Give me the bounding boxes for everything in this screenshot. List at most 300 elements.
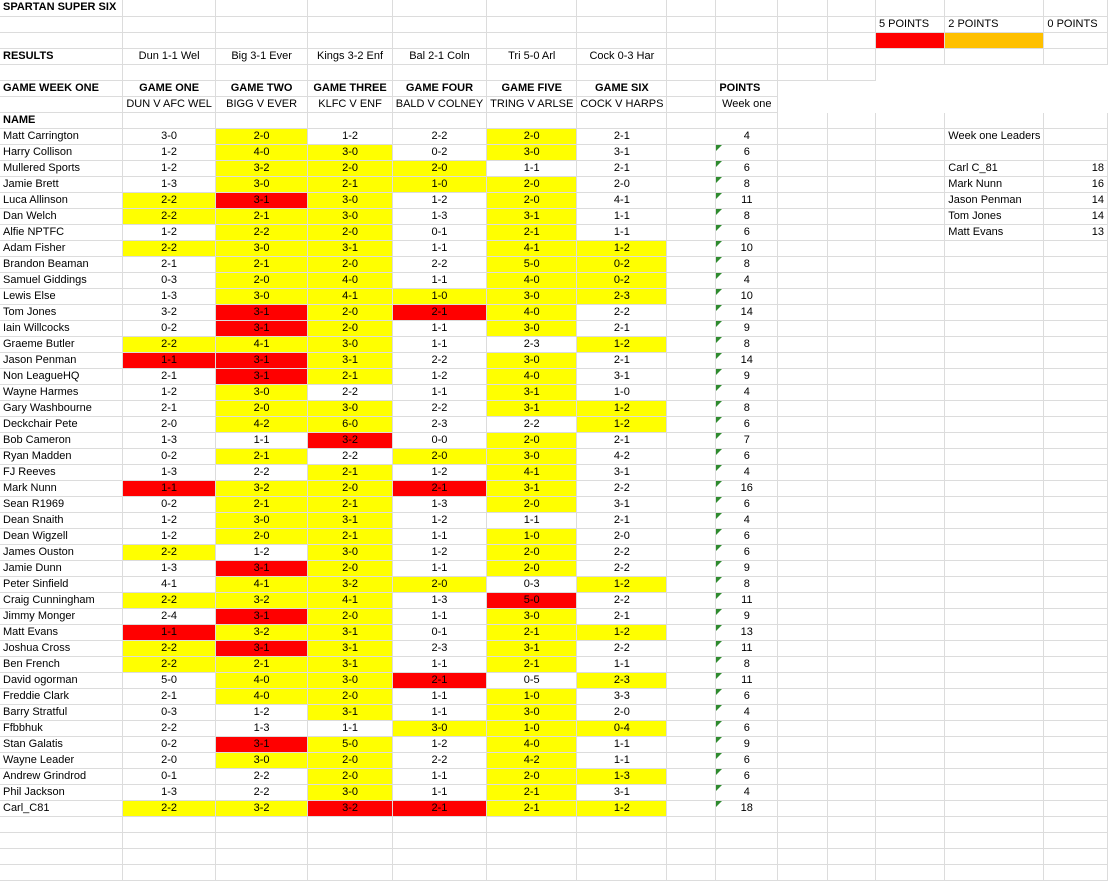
prediction-cell[interactable]: 2-2 (577, 640, 667, 656)
cell[interactable] (0, 32, 123, 48)
cell[interactable] (875, 576, 944, 592)
result-cell[interactable]: Big 3-1 Ever (215, 48, 307, 64)
cell[interactable] (875, 368, 944, 384)
prediction-cell[interactable]: 4-0 (215, 688, 307, 704)
cell[interactable] (875, 448, 944, 464)
cell[interactable] (0, 16, 123, 32)
cell[interactable] (778, 144, 828, 160)
cell[interactable] (875, 208, 944, 224)
prediction-cell[interactable]: 1-2 (392, 512, 486, 528)
cell[interactable] (827, 80, 875, 96)
cell[interactable] (667, 592, 716, 608)
cell[interactable] (667, 672, 716, 688)
cell[interactable] (1044, 352, 1108, 368)
cell[interactable] (827, 608, 875, 624)
cell[interactable] (1044, 320, 1108, 336)
prediction-cell[interactable]: 1-1 (577, 656, 667, 672)
cell[interactable] (667, 288, 716, 304)
prediction-cell[interactable]: 3-1 (308, 512, 392, 528)
prediction-cell[interactable]: 2-1 (392, 480, 486, 496)
cell[interactable] (827, 464, 875, 480)
legend-5-points-swatch[interactable] (875, 32, 944, 48)
cell[interactable] (1044, 272, 1108, 288)
prediction-cell[interactable]: 0-3 (123, 704, 216, 720)
cell[interactable] (667, 704, 716, 720)
cell[interactable] (827, 160, 875, 176)
prediction-cell[interactable]: 3-0 (215, 384, 307, 400)
prediction-cell[interactable]: 2-1 (123, 256, 216, 272)
player-points[interactable]: 8 (716, 208, 778, 224)
cell[interactable] (667, 784, 716, 800)
cell[interactable] (778, 752, 828, 768)
cell[interactable] (945, 592, 1044, 608)
cell[interactable] (667, 464, 716, 480)
cell[interactable] (487, 0, 577, 16)
cell[interactable] (778, 576, 828, 592)
cell[interactable] (945, 64, 1044, 80)
cell[interactable] (945, 432, 1044, 448)
cell[interactable] (945, 112, 1044, 128)
cell[interactable] (392, 816, 486, 832)
cell[interactable] (0, 64, 123, 80)
prediction-cell[interactable]: 1-2 (392, 192, 486, 208)
cell[interactable] (487, 816, 577, 832)
prediction-cell[interactable]: 2-3 (392, 640, 486, 656)
cell[interactable] (123, 64, 216, 80)
cell[interactable] (667, 640, 716, 656)
cell[interactable] (778, 304, 828, 320)
cell[interactable] (827, 576, 875, 592)
cell[interactable] (1044, 624, 1108, 640)
cell[interactable] (215, 64, 307, 80)
cell[interactable] (945, 576, 1044, 592)
prediction-cell[interactable]: 1-2 (215, 544, 307, 560)
cell[interactable] (487, 832, 577, 848)
player-name[interactable]: David ogorman (0, 672, 123, 688)
cell[interactable] (1044, 512, 1108, 528)
prediction-cell[interactable]: 0-1 (123, 768, 216, 784)
cell[interactable] (667, 432, 716, 448)
player-name[interactable]: Jimmy Monger (0, 608, 123, 624)
prediction-cell[interactable]: 2-0 (308, 304, 392, 320)
cell[interactable] (827, 736, 875, 752)
cell[interactable] (778, 784, 828, 800)
cell[interactable] (778, 544, 828, 560)
prediction-cell[interactable]: 4-0 (215, 672, 307, 688)
prediction-cell[interactable]: 3-1 (577, 496, 667, 512)
cell[interactable] (875, 848, 944, 864)
cell[interactable] (123, 832, 216, 848)
prediction-cell[interactable]: 1-0 (392, 176, 486, 192)
prediction-cell[interactable]: 2-2 (308, 384, 392, 400)
prediction-cell[interactable]: 3-0 (487, 144, 577, 160)
cell[interactable] (1044, 672, 1108, 688)
prediction-cell[interactable]: 2-4 (123, 608, 216, 624)
cell[interactable] (778, 480, 828, 496)
cell[interactable] (945, 352, 1044, 368)
prediction-cell[interactable]: 2-3 (392, 416, 486, 432)
prediction-cell[interactable]: 3-1 (487, 640, 577, 656)
prediction-cell[interactable]: 3-1 (308, 624, 392, 640)
cell[interactable] (945, 720, 1044, 736)
points-header[interactable]: POINTS (716, 80, 778, 96)
cell[interactable] (778, 112, 828, 128)
cell[interactable] (945, 448, 1044, 464)
prediction-cell[interactable]: 3-1 (577, 144, 667, 160)
player-points[interactable]: 8 (716, 576, 778, 592)
name-header[interactable]: NAME (0, 112, 123, 128)
cell[interactable] (667, 576, 716, 592)
prediction-cell[interactable]: 1-1 (123, 352, 216, 368)
cell[interactable] (1044, 464, 1108, 480)
leader-points[interactable]: 18 (1044, 160, 1108, 176)
prediction-cell[interactable]: 4-1 (123, 576, 216, 592)
cell[interactable] (778, 272, 828, 288)
cell[interactable] (827, 688, 875, 704)
player-name[interactable]: Jamie Brett (0, 176, 123, 192)
cell[interactable] (945, 800, 1044, 816)
prediction-cell[interactable]: 4-0 (215, 144, 307, 160)
player-name[interactable]: Mark Nunn (0, 480, 123, 496)
prediction-cell[interactable]: 3-0 (215, 240, 307, 256)
cell[interactable] (827, 16, 875, 32)
prediction-cell[interactable]: 3-0 (308, 544, 392, 560)
cell[interactable] (875, 384, 944, 400)
cell[interactable] (1044, 736, 1108, 752)
prediction-cell[interactable]: 2-1 (123, 368, 216, 384)
prediction-cell[interactable]: 2-2 (123, 720, 216, 736)
fixture-label[interactable]: BIGG V EVER (215, 96, 307, 112)
prediction-cell[interactable]: 0-1 (392, 624, 486, 640)
player-points[interactable]: 6 (716, 160, 778, 176)
player-name[interactable]: Carl_C81 (0, 800, 123, 816)
cell[interactable] (1044, 80, 1108, 96)
cell[interactable] (875, 64, 944, 80)
prediction-cell[interactable]: 2-2 (215, 464, 307, 480)
prediction-cell[interactable]: 0-2 (123, 736, 216, 752)
cell[interactable] (827, 800, 875, 816)
prediction-cell[interactable]: 2-2 (392, 256, 486, 272)
player-points[interactable]: 8 (716, 400, 778, 416)
cell[interactable] (392, 864, 486, 880)
cell[interactable] (875, 752, 944, 768)
cell[interactable] (667, 832, 716, 848)
cell[interactable] (875, 720, 944, 736)
cell[interactable] (875, 160, 944, 176)
prediction-cell[interactable]: 1-1 (392, 704, 486, 720)
prediction-cell[interactable]: 2-1 (308, 528, 392, 544)
cell[interactable] (1044, 416, 1108, 432)
player-points[interactable]: 8 (716, 176, 778, 192)
prediction-cell[interactable]: 2-1 (487, 800, 577, 816)
cell[interactable] (778, 640, 828, 656)
cell[interactable] (945, 816, 1044, 832)
cell[interactable] (1044, 608, 1108, 624)
cell[interactable] (827, 448, 875, 464)
prediction-cell[interactable]: 2-0 (577, 176, 667, 192)
cell[interactable] (487, 848, 577, 864)
player-name[interactable]: James Ouston (0, 544, 123, 560)
cell[interactable] (667, 160, 716, 176)
cell[interactable] (945, 80, 1044, 96)
prediction-cell[interactable]: 2-1 (215, 448, 307, 464)
cell[interactable] (945, 736, 1044, 752)
prediction-cell[interactable]: 2-0 (308, 256, 392, 272)
prediction-cell[interactable]: 1-3 (123, 176, 216, 192)
prediction-cell[interactable]: 3-2 (215, 800, 307, 816)
cell[interactable] (945, 336, 1044, 352)
cell[interactable] (945, 512, 1044, 528)
player-points[interactable]: 11 (716, 640, 778, 656)
cell[interactable] (667, 336, 716, 352)
player-name[interactable]: Phil Jackson (0, 784, 123, 800)
prediction-cell[interactable]: 1-2 (123, 224, 216, 240)
prediction-cell[interactable]: 2-0 (123, 752, 216, 768)
player-name[interactable]: Andrew Grindrod (0, 768, 123, 784)
prediction-cell[interactable]: 3-1 (215, 320, 307, 336)
prediction-cell[interactable]: 3-2 (308, 432, 392, 448)
result-cell[interactable]: Cock 0-3 Har (577, 48, 667, 64)
prediction-cell[interactable]: 3-1 (577, 784, 667, 800)
prediction-cell[interactable]: 1-2 (123, 528, 216, 544)
cell[interactable] (827, 368, 875, 384)
prediction-cell[interactable]: 1-2 (577, 240, 667, 256)
cell[interactable] (308, 32, 392, 48)
prediction-cell[interactable]: 3-1 (308, 704, 392, 720)
cell[interactable] (1044, 832, 1108, 848)
prediction-cell[interactable]: 2-2 (123, 640, 216, 656)
cell[interactable] (716, 16, 778, 32)
prediction-cell[interactable]: 2-1 (487, 784, 577, 800)
cell[interactable] (215, 32, 307, 48)
cell[interactable] (0, 96, 123, 112)
prediction-cell[interactable]: 2-2 (123, 192, 216, 208)
prediction-cell[interactable]: 2-3 (487, 336, 577, 352)
prediction-cell[interactable]: 2-2 (577, 544, 667, 560)
cell[interactable] (827, 352, 875, 368)
cell[interactable] (875, 816, 944, 832)
prediction-cell[interactable]: 2-0 (308, 160, 392, 176)
cell[interactable] (945, 464, 1044, 480)
prediction-cell[interactable]: 2-2 (215, 768, 307, 784)
fixture-label[interactable]: TRING V ARLSE (487, 96, 577, 112)
cell[interactable] (1044, 64, 1108, 80)
cell[interactable] (667, 608, 716, 624)
prediction-cell[interactable]: 2-1 (215, 208, 307, 224)
cell[interactable] (778, 48, 828, 64)
cell[interactable] (577, 0, 667, 16)
prediction-cell[interactable]: 1-2 (123, 512, 216, 528)
prediction-cell[interactable]: 1-3 (577, 768, 667, 784)
cell[interactable] (667, 192, 716, 208)
prediction-cell[interactable]: 1-2 (392, 368, 486, 384)
player-name[interactable]: Dean Snaith (0, 512, 123, 528)
prediction-cell[interactable]: 0-4 (577, 720, 667, 736)
week-label[interactable]: GAME WEEK ONE (0, 80, 123, 96)
cell[interactable] (827, 592, 875, 608)
prediction-cell[interactable]: 5-0 (308, 736, 392, 752)
cell[interactable] (827, 176, 875, 192)
cell[interactable] (827, 720, 875, 736)
cell[interactable] (215, 112, 307, 128)
player-points[interactable]: 6 (716, 496, 778, 512)
cell[interactable] (778, 464, 828, 480)
cell[interactable] (945, 384, 1044, 400)
cell[interactable] (945, 752, 1044, 768)
prediction-cell[interactable]: 3-0 (215, 752, 307, 768)
prediction-cell[interactable]: 1-2 (215, 704, 307, 720)
cell[interactable] (945, 544, 1044, 560)
cell[interactable] (667, 544, 716, 560)
cell[interactable] (667, 272, 716, 288)
player-points[interactable]: 6 (716, 688, 778, 704)
cell[interactable] (487, 16, 577, 32)
cell[interactable] (1044, 592, 1108, 608)
cell[interactable] (667, 864, 716, 880)
points-subheader[interactable]: Week one (716, 96, 778, 112)
cell[interactable] (667, 448, 716, 464)
prediction-cell[interactable]: 3-0 (123, 128, 216, 144)
prediction-cell[interactable]: 1-1 (487, 160, 577, 176)
game-header[interactable]: GAME SIX (577, 80, 667, 96)
prediction-cell[interactable]: 3-1 (215, 736, 307, 752)
player-points[interactable]: 4 (716, 272, 778, 288)
player-points[interactable]: 6 (716, 144, 778, 160)
leader-name[interactable]: Jason Penman (945, 192, 1044, 208)
legend-2-points-swatch[interactable] (945, 32, 1044, 48)
cell[interactable] (778, 240, 828, 256)
cell[interactable] (716, 848, 778, 864)
prediction-cell[interactable]: 3-0 (392, 720, 486, 736)
prediction-cell[interactable]: 2-1 (123, 688, 216, 704)
player-points[interactable]: 6 (716, 768, 778, 784)
cell[interactable] (778, 816, 828, 832)
cell[interactable] (778, 0, 828, 16)
prediction-cell[interactable]: 2-2 (392, 752, 486, 768)
cell[interactable] (1044, 112, 1108, 128)
cell[interactable] (1044, 96, 1108, 112)
prediction-cell[interactable]: 1-3 (392, 592, 486, 608)
prediction-cell[interactable]: 2-0 (308, 224, 392, 240)
prediction-cell[interactable]: 2-2 (487, 416, 577, 432)
prediction-cell[interactable]: 3-0 (487, 448, 577, 464)
cell[interactable] (667, 656, 716, 672)
prediction-cell[interactable]: 1-1 (392, 784, 486, 800)
player-name[interactable]: Ffbbhuk (0, 720, 123, 736)
prediction-cell[interactable]: 0-2 (392, 144, 486, 160)
cell[interactable] (0, 816, 123, 832)
cell[interactable] (123, 0, 216, 16)
prediction-cell[interactable]: 2-2 (215, 784, 307, 800)
prediction-cell[interactable]: 1-1 (577, 736, 667, 752)
prediction-cell[interactable]: 4-2 (487, 752, 577, 768)
player-points[interactable]: 14 (716, 352, 778, 368)
prediction-cell[interactable]: 6-0 (308, 416, 392, 432)
cell[interactable] (778, 496, 828, 512)
cell[interactable] (827, 400, 875, 416)
cell[interactable] (1044, 576, 1108, 592)
prediction-cell[interactable]: 2-2 (123, 240, 216, 256)
cell[interactable] (778, 512, 828, 528)
prediction-cell[interactable]: 3-0 (308, 144, 392, 160)
cell[interactable] (875, 800, 944, 816)
cell[interactable] (1044, 336, 1108, 352)
prediction-cell[interactable]: 1-0 (487, 720, 577, 736)
cell[interactable] (487, 64, 577, 80)
cell[interactable] (1044, 480, 1108, 496)
prediction-cell[interactable]: 2-1 (577, 352, 667, 368)
cell[interactable] (123, 16, 216, 32)
cell[interactable] (1044, 400, 1108, 416)
cell[interactable] (667, 368, 716, 384)
cell[interactable] (827, 432, 875, 448)
cell[interactable] (308, 864, 392, 880)
prediction-cell[interactable]: 1-1 (392, 320, 486, 336)
cell[interactable] (875, 496, 944, 512)
cell[interactable] (945, 96, 1044, 112)
cell[interactable] (577, 816, 667, 832)
leader-name[interactable]: Mark Nunn (945, 176, 1044, 192)
cell[interactable] (875, 224, 944, 240)
cell[interactable] (827, 48, 875, 64)
cell[interactable] (1044, 816, 1108, 832)
cell[interactable] (667, 240, 716, 256)
cell[interactable] (827, 560, 875, 576)
cell[interactable] (1044, 544, 1108, 560)
cell[interactable] (827, 768, 875, 784)
prediction-cell[interactable]: 1-1 (392, 240, 486, 256)
prediction-cell[interactable]: 3-0 (215, 512, 307, 528)
prediction-cell[interactable]: 1-1 (215, 432, 307, 448)
prediction-cell[interactable]: 1-3 (123, 560, 216, 576)
prediction-cell[interactable]: 1-3 (123, 784, 216, 800)
cell[interactable] (945, 848, 1044, 864)
prediction-cell[interactable]: 2-2 (123, 592, 216, 608)
player-name[interactable]: Iain Willcocks (0, 320, 123, 336)
prediction-cell[interactable]: 3-0 (487, 704, 577, 720)
prediction-cell[interactable]: 3-0 (215, 176, 307, 192)
prediction-cell[interactable]: 2-1 (308, 464, 392, 480)
cell[interactable] (392, 832, 486, 848)
prediction-cell[interactable]: 2-2 (215, 224, 307, 240)
cell[interactable] (716, 832, 778, 848)
cell[interactable] (827, 272, 875, 288)
cell[interactable] (778, 176, 828, 192)
prediction-cell[interactable]: 2-0 (487, 192, 577, 208)
cell[interactable] (778, 768, 828, 784)
cell[interactable] (827, 224, 875, 240)
player-points[interactable]: 10 (716, 288, 778, 304)
prediction-cell[interactable]: 1-1 (577, 752, 667, 768)
player-name[interactable]: Mullered Sports (0, 160, 123, 176)
prediction-cell[interactable]: 2-0 (215, 128, 307, 144)
prediction-cell[interactable]: 0-2 (123, 448, 216, 464)
prediction-cell[interactable]: 2-0 (487, 544, 577, 560)
cell[interactable] (945, 608, 1044, 624)
prediction-cell[interactable]: 1-0 (577, 384, 667, 400)
prediction-cell[interactable]: 2-1 (487, 224, 577, 240)
cell[interactable] (945, 560, 1044, 576)
prediction-cell[interactable]: 2-2 (577, 304, 667, 320)
results-label[interactable]: RESULTS (0, 48, 123, 64)
player-name[interactable]: Peter Sinfield (0, 576, 123, 592)
prediction-cell[interactable]: 3-2 (123, 304, 216, 320)
cell[interactable] (667, 352, 716, 368)
prediction-cell[interactable]: 2-1 (577, 512, 667, 528)
cell[interactable] (875, 128, 944, 144)
player-points[interactable]: 9 (716, 560, 778, 576)
cell[interactable] (945, 368, 1044, 384)
